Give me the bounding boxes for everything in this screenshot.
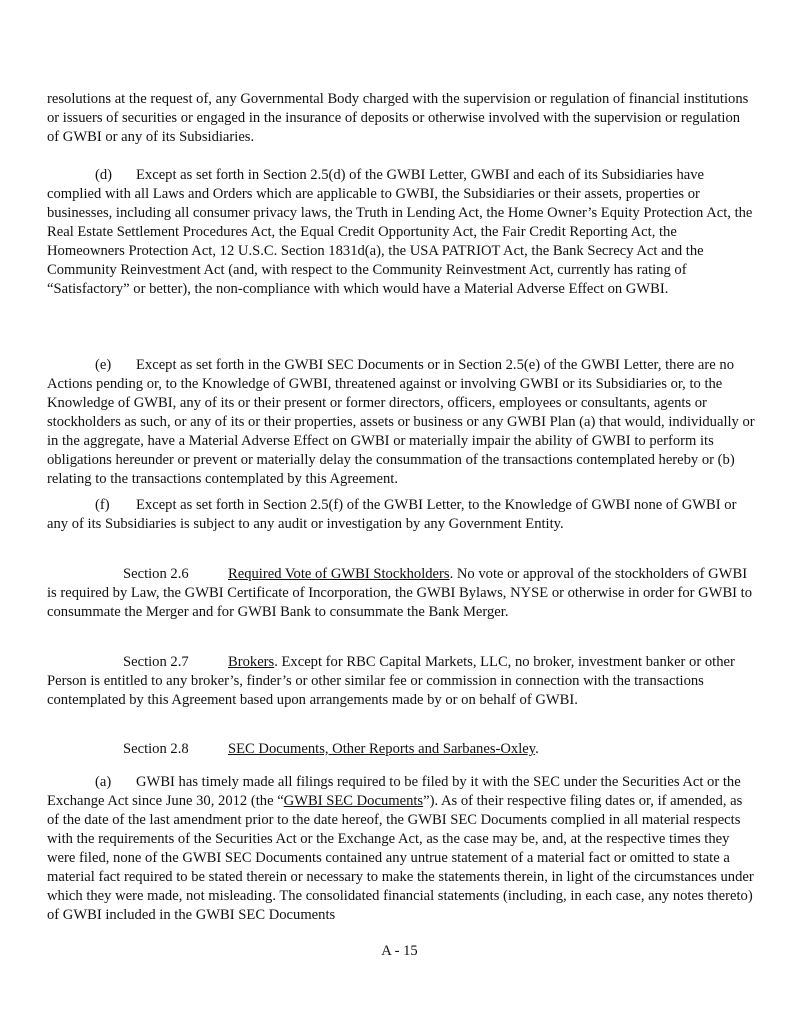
- section-2-8-title: SEC Documents, Other Reports and Sarbanes-Oxley: [228, 741, 536, 757]
- paragraph-f: [47, 496, 755, 534]
- clause-text-f: Except as set forth in Section 2.5(f) of the GWBI Letter, to the Knowledge of GWBI none of GWBI or any of its Subsidiaries is subject to any audit or investigation by any Government Entity.: [47, 497, 737, 532]
- section-2-6: [47, 565, 755, 622]
- section-2-7-title: Brokers: [228, 654, 275, 670]
- paragraph-a: [47, 773, 755, 925]
- defined-term-gwbi-sec-documents: GWBI SEC Documents: [283, 793, 424, 809]
- clause-text-d: Except as set forth in Section 2.5(d) of the GWBI Letter, GWBI and each of its Subsidiaries have complied with all Laws and Orders which are applicable to GWBI, the Subsidiaries or their assets, properties or businesses, including all consumer privacy laws, the Truth in Lending Act, the Home Owner’s Equity Protection Act, the Real Estate Settlement Procedures Act, the Equal Credit Opportunity Act, the Fair Credit Reporting Act, the Homeowners Protection Act, 12 U.S.C. Section 1831d(a), the USA PATRIOT Act, the Bank Secrecy Act and the Community Reinvestment Act (and, with respect to the Community Reinvestment Act, currently has rating of “Satisfactory” or better), the non-compliance with which would have a Material Adverse Effect on GWBI.: [47, 167, 753, 297]
- section-2-8-heading: [47, 740, 755, 759]
- section-2-8-number: Section 2.8: [123, 741, 189, 757]
- section-2-7-text: . Except for RBC Capital Markets, LLC, no broker, investment banker or other Person is entitled to any broker’s, finder’s or other similar fee or commission in connection with the transactions contemplated by this Agreement based upon arrangements made by or on behalf of GWBI.: [47, 654, 735, 708]
- clause-text-e: Except as set forth in the GWBI SEC Documents or in Section 2.5(e) of the GWBI Letter, there are no Actions pending or, to the Knowledge of GWBI, threatened against or involving GWBI or its Subsidiaries or, to the Knowledge of GWBI, any of its or their present or former directors, officers, employees or consultants, agents or stockholders as such, or any of its or their properties, assets or business or any GWBI Plan (a) that would, individually or in the aggregate, have a Material Adverse Effect on GWBI or materially impair the ability of GWBI to perform its obligations hereunder or prevent or materially delay the consummation of the transactions contemplated hereby or (b) relating to the transactions contemplated by this Agreement.: [47, 357, 755, 487]
- section-2-7: [47, 653, 755, 710]
- section-2-6-number: Section 2.6: [123, 566, 189, 582]
- section-2-7-number: Section 2.7: [123, 654, 189, 670]
- paragraph-d: [47, 166, 755, 299]
- clause-label-f: (f): [95, 497, 110, 513]
- page-number: A - 15: [381, 943, 418, 959]
- paragraph-continuation: resolutions at the request of, any Governmental Body charged with the supervision or regulation of financial institutions or issuers of securities or engaged in the insurance of deposits or otherwise involved with the supervision or regulation of GWBI or any of its Subsidiaries.: [47, 91, 749, 145]
- clause-text-a-part1: GWBI has timely made all filings required to be filed by it with the SEC under the Securities Act or the Exchange Act since June 30, 2012 (the “: [47, 774, 741, 809]
- section-2-6-text: . No vote or approval of the stockholders of GWBI is required by Law, the GWBI Certificate of Incorporation, the GWBI Bylaws, NYSE or otherwise in order for GWBI to consummate the Merger and for GWBI Bank to consummate the Bank Merger.: [47, 566, 753, 620]
- clause-label-a: (a): [95, 774, 112, 790]
- clause-text-a-part2: ”). As of their respective filing dates or, if amended, as of the date of the last amendment prior to the date hereof, the GWBI SEC Documents complied in all material respects with the requirements of the Securities Act or the Exchange Act, as the case may be, and, at the respective times they were filed, none of the GWBI SEC Documents contained any untrue statement of a material fact or omitted to state a material fact required to be stated therein or necessary to make the statements therein, in light of the circumstances under which they were made, not misleading. The consolidated financial statements (including, in each case, any notes thereto) of GWBI included in the GWBI SEC Documents: [47, 793, 754, 923]
- section-2-8-period: .: [535, 741, 539, 757]
- paragraph-e: [47, 356, 755, 489]
- clause-label-e: (e): [95, 357, 112, 373]
- clause-label-d: (d): [95, 167, 113, 183]
- section-2-6-title: Required Vote of GWBI Stockholders: [228, 566, 450, 582]
